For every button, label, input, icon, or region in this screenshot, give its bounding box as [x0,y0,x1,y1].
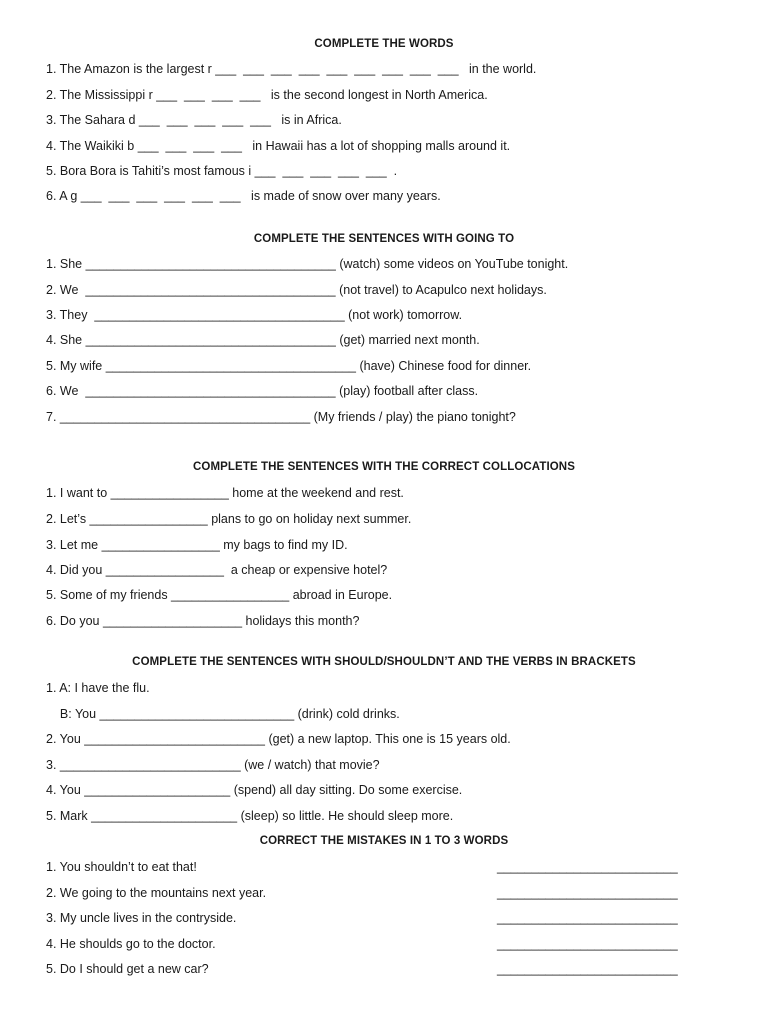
exercise-line: 4. Did you _________________ a cheap or expensive hotel? [46,563,388,577]
exercise-line: 3. __________________________ (we / watch) that movie? [46,758,380,772]
exercise-line: 1. She ____________________________________ (watch) some videos on YouTube tonight. [46,257,569,271]
exercise-line: 3. Let me _________________ my bags to find my ID. [46,538,348,552]
exercise-line: 2. You __________________________ (get) a new laptop. This one is 15 years old. [46,732,511,746]
section-heading-should: COMPLETE THE SENTENCES WITH SHOULD/SHOULDN’T AND THE VERBS IN BRACKETS [132,656,636,668]
exercise-line: 3. They ____________________________________ (not work) tomorrow. [46,308,463,322]
exercise-line: 3. The Sahara d ___ ___ ___ ___ ___ is in Africa. [46,113,342,127]
section-heading-complete-words: COMPLETE THE WORDS [314,38,454,50]
exercise-line: 4. She ____________________________________ (get) married next month. [46,333,480,347]
answer-line: __________________________ [497,886,678,900]
answer-line: __________________________ [497,860,678,874]
exercise-line: 6. We ____________________________________ (play) football after class. [46,384,479,398]
exercise-line: 1. A: I have the flu. [46,681,150,695]
exercise-line: 1. I want to _________________ home at the weekend and rest. [46,486,404,500]
exercise-line: 5. Mark _____________________ (sleep) so little. He should sleep more. [46,809,454,823]
exercise-line: 2. We going to the mountains next year. [46,886,267,900]
exercise-line: 6. Do you ____________________ holidays this month? [46,614,360,628]
exercise-line: 1. You shouldn’t to eat that! [46,860,197,874]
exercise-line: B: You ____________________________ (drink) cold drinks. [46,707,400,721]
exercise-line: 2. Let’s _________________ plans to go on holiday next summer. [46,512,412,526]
exercise-line: 5. My wife ____________________________________ (have) Chinese food for dinner. [46,359,532,373]
answer-line: __________________________ [497,962,678,976]
exercise-line: 5. Bora Bora is Tahiti’s most famous i ___ ___ ___ ___ ___ . [46,164,398,178]
exercise-line: 2. The Mississippi r ___ ___ ___ ___ is the second longest in North America. [46,88,488,102]
exercise-line: 5. Do I should get a new car? [46,962,209,976]
exercise-line: 4. You _____________________ (spend) all day sitting. Do some exercise. [46,783,463,797]
answer-line: __________________________ [497,937,678,951]
exercise-line: 1. The Amazon is the largest r ___ ___ ___ ___ ___ ___ ___ ___ ___ in the world. [46,62,537,76]
exercise-line: 7. ____________________________________ (My friends / play) the piano tonight? [46,410,516,424]
exercise-line: 6. A g ___ ___ ___ ___ ___ ___ is made of snow over many years. [46,189,441,203]
section-heading-collocations: COMPLETE THE SENTENCES WITH THE CORRECT COLLOCATIONS [193,461,575,473]
exercise-line: 2. We ____________________________________ (not travel) to Acapulco next holidays. [46,283,547,297]
section-heading-going-to: COMPLETE THE SENTENCES WITH GOING TO [253,233,515,245]
section-heading-correct-mistakes: CORRECT THE MISTAKES IN 1 TO 3 WORDS [259,835,509,847]
exercise-line: 3. My uncle lives in the contryside. [46,911,237,925]
answer-line: __________________________ [497,911,678,925]
exercise-line: 4. He shoulds go to the doctor. [46,937,216,951]
exercise-line: 4. The Waikiki b ___ ___ ___ ___ in Hawaii has a lot of shopping malls around it. [46,139,511,153]
exercise-line: 5. Some of my friends _________________ abroad in Europe. [46,588,393,602]
